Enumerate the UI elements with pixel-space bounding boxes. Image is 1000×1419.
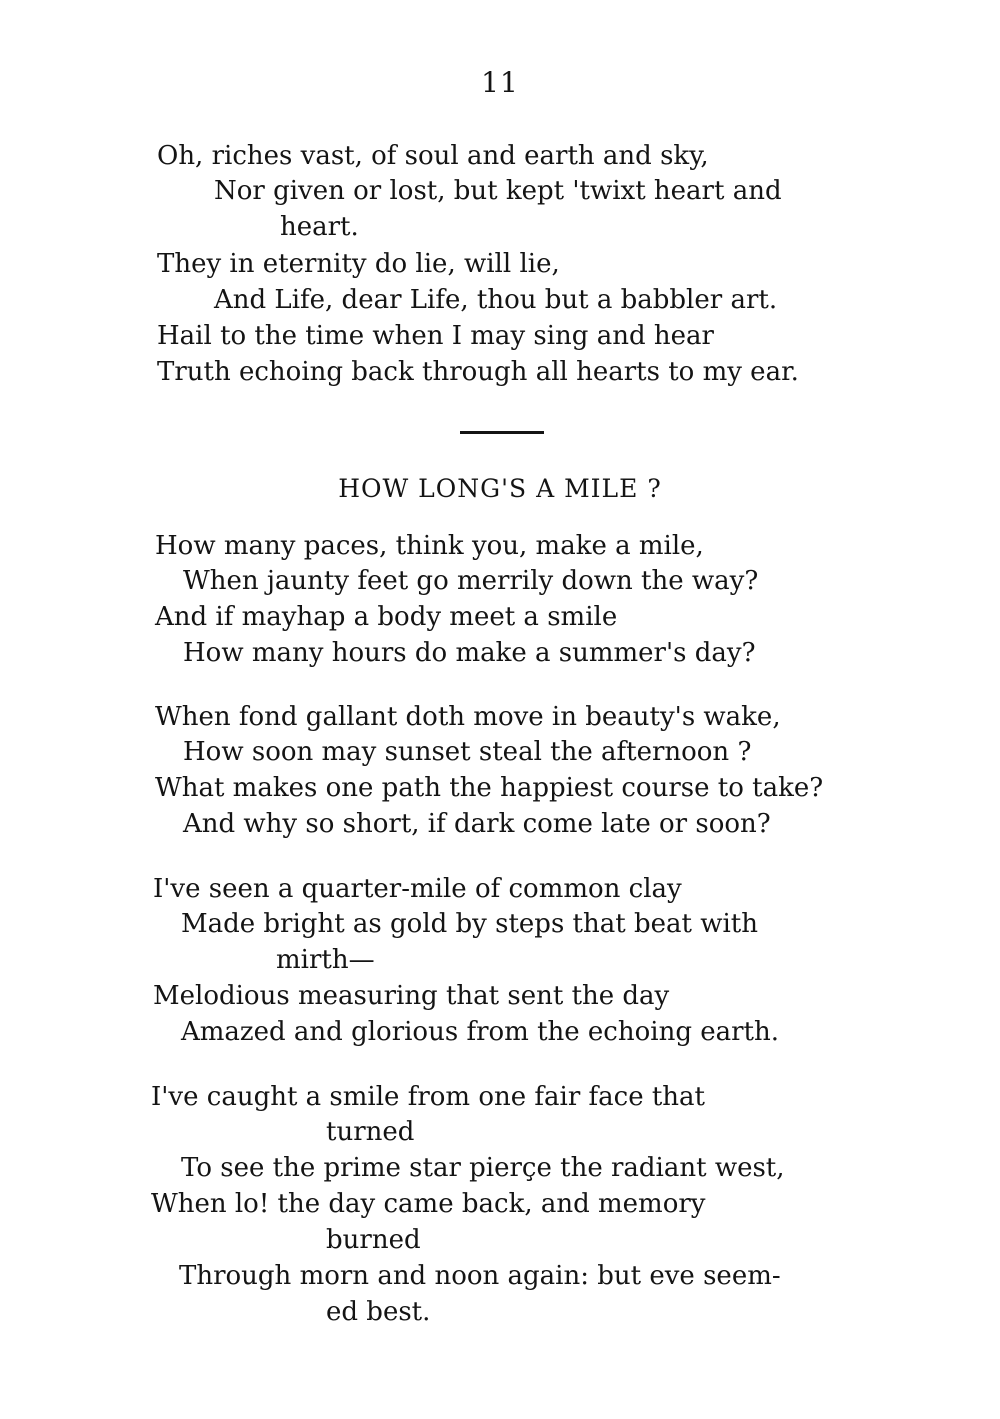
- poem-line: They in eternity do lie, will lie,: [157, 249, 560, 279]
- poem-line: Nor given or lost, but kept 'twixt heart and: [214, 176, 782, 206]
- poem-title: HOW LONG'S A MILE ?: [338, 474, 662, 503]
- poem-line: How many paces, think you, make a mile,: [155, 531, 704, 561]
- poem-line: Truth echoing back through all hearts to my ear.: [157, 357, 799, 387]
- poem-line: When jaunty feet go merrily down the way?: [183, 566, 759, 596]
- poem-line: turned: [326, 1117, 415, 1147]
- poem-line: When lo! the day came back, and memory: [151, 1189, 706, 1219]
- poem-line: When fond gallant doth move in beauty's wake,: [155, 702, 781, 732]
- poem-line: How soon may sunset steal the afternoon ?: [183, 737, 752, 767]
- poem-line: Oh, riches vast, of soul and earth and sky,: [157, 141, 709, 171]
- poem-line: heart.: [280, 212, 359, 242]
- poem-line: Hail to the time when I may sing and hear: [157, 321, 714, 351]
- poem-line: ed best.: [326, 1297, 431, 1327]
- poem-line: Amazed and glorious from the echoing earth.: [181, 1017, 779, 1047]
- poem-line: What makes one path the happiest course to take?: [155, 773, 824, 803]
- poem-line: mirth—: [276, 945, 375, 975]
- poem-line: burned: [326, 1225, 421, 1255]
- poem-line: How many hours do make a summer's day?: [183, 638, 756, 668]
- poem-line: Through morn and noon again: but eve seem-: [179, 1261, 781, 1291]
- page-number: 11: [481, 66, 519, 99]
- poem-line: And why so short, if dark come late or soon?: [183, 809, 771, 839]
- poem-line: Made bright as gold by steps that beat with: [181, 909, 758, 939]
- poem-line: Melodious measuring that sent the day: [153, 981, 670, 1011]
- poem-line: To see the prime star pierçe the radiant west,: [181, 1153, 785, 1183]
- section-divider: [460, 431, 544, 434]
- poem-line: I've seen a quarter-mile of common clay: [153, 874, 682, 904]
- poem-line: And Life, dear Life, thou but a babbler art.: [214, 285, 778, 315]
- poem-line: And if mayhap a body meet a smile: [155, 602, 618, 632]
- poem-line: I've caught a smile from one fair face that: [151, 1082, 705, 1112]
